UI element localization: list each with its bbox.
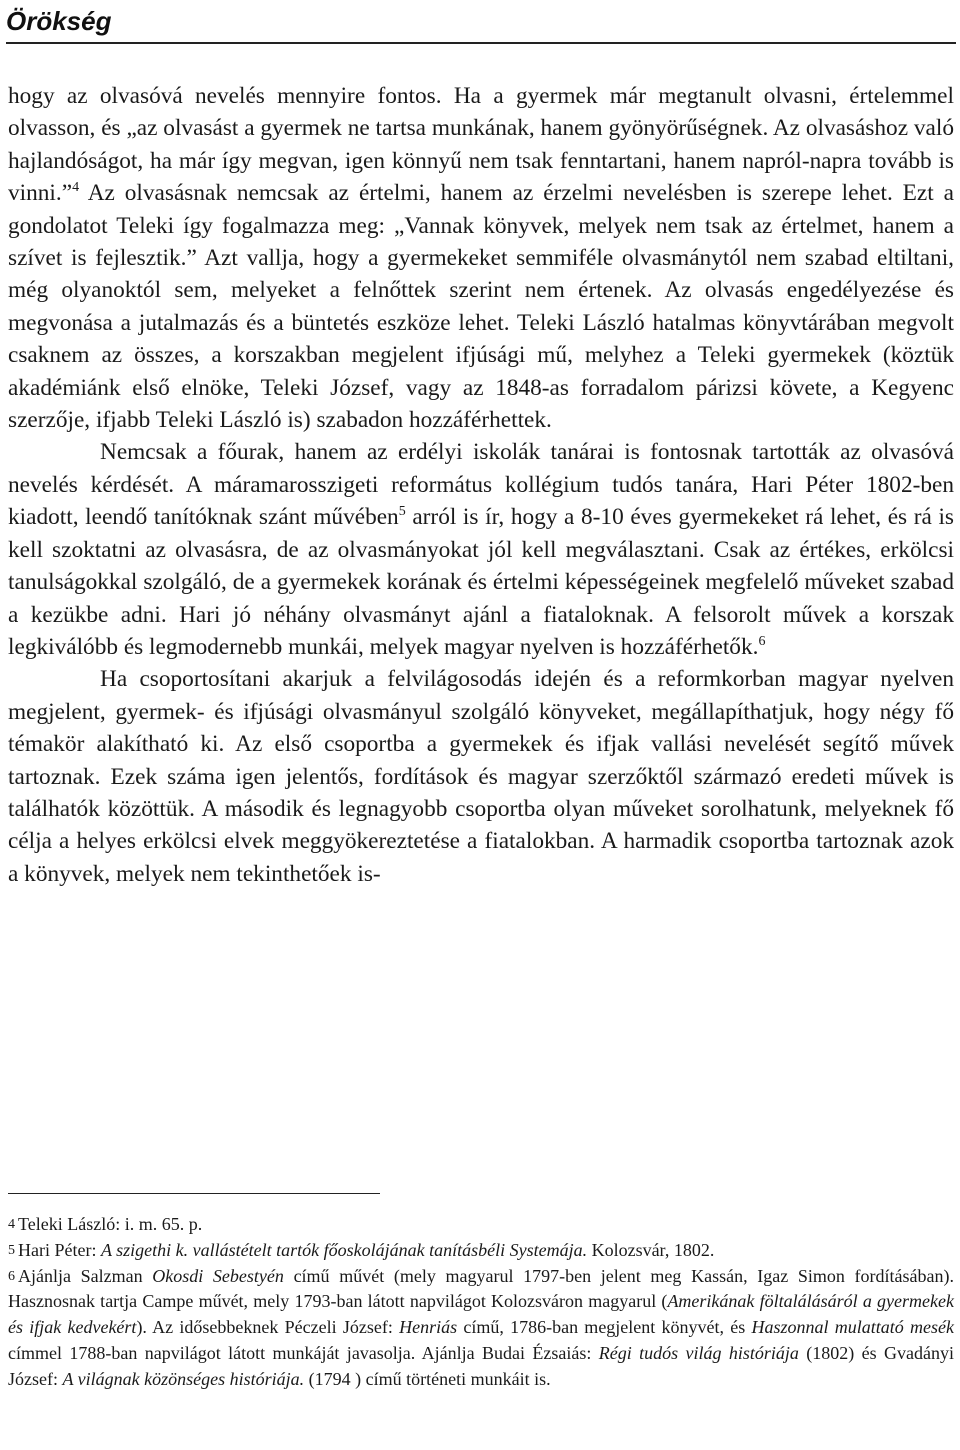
footnote-separator (8, 1193, 380, 1194)
footnotes (8, 1212, 954, 1393)
footnote-ref-4[interactable]: 4 (72, 180, 80, 196)
footnote-ref-6[interactable]: 6 (758, 634, 766, 650)
main-text (8, 80, 954, 890)
running-title: Örökség (6, 6, 112, 36)
footnote-5: $^5$ Hari Péter: A szigethi k. vallástételt tartók főoskolájának tanításbéli Systemája. Kolozsvár, 1802. (8, 1239, 715, 1260)
paragraph-2: Nemcsak a főurak, hanem az erdélyi iskolák tanárai is fontosnak tartották az olvasóvá nevelés kérdését. A máramarosszigeti református kollégium tudós tanára, Hari Péter 1802-ben kiadott, leendő tanítóknak szánt művében$^5$ arról is ír, hogy a 8-10 éves gyermekeket rá lehet, és rá is kell szoktatni az olvasásra, de az olvasmányokat jól kell megválasztani. Csak az értékes, erkölcsi tanulságokkal szolgáló, de a gyermekek korának és értelmi képességeinek megfelelő műveket szabad a kezükbe adni. Hari jó néhány olvasmányt ajánl a fiataloknak. A felsorolt művek a korszak legkiválóbb és legmodernebb munkái, melyek magyar nyelven is hozzáférhetők.$^6$ (8, 439, 954, 660)
footnote-ref-5[interactable]: 5 (398, 504, 406, 520)
paragraph-1: hogy az olvasóvá nevelés mennyire fontos. Ha a gyermek már megtanult olvasni, értelemmel olvasson, és „az olvasást a gyermek ne tartsa munkának, hanem gyönyörűségnek. Az olvasáshoz való hajlandóságot, ha már így megvan, igen könnyű nem tsak fenntartani, hanem napról-napra tovább is vinni.”$^4$ Az olvasásnak nemcsak az értelmi, hanem az érzelmi nevelésben is szerepe lehet. Ezt a gondolatot Teleki így fogalmazza meg: „Vannak könyvek, melyek nem tsak az értelmet, hanem a szívet is fejlesztik.” Azt vallja, hogy a gyermekeket semmiféle olvasmánytól nem szabad eltiltani, még olyanoktól sem, melyeket a felnőttek szerint nem értenek. Az olvasás engedélyezése és megvonása a jutalmazás és a büntetés eszköze lehet. Teleki László hatalmas könyvtárában megvolt csaknem az összes, a korszakban megjelent ifjúsági mű, melyhez a Teleki gyermekek (köztük akadémiánk első elnöke, Teleki József, vagy az 1848-as forradalom párizsi követe, a Kegyenc szerzője, ifjabb Teleki László is) szabadon hozzáférhettek. (8, 83, 954, 434)
paragraph-3: Ha csoportosítani akarjuk a felvilágosodás idején és a reformkorban magyar nyelven megjelent, gyermek- és ifjúsági olvasmányul szolgáló könyveket, megállapíthatjuk, hogy négy fő témakör alakítható ki. Az első csoportba a gyermekek és ifjak vallási nevelését segítő művek tartoznak. Ezek száma igen jelentős, fordítások és magyar szerzőktől származó eredeti művek is találhatók közöttük. A második és legnagyobb csoportba olyan műveket sorolhatunk, melyeknek fő célja a helyes erkölcsi elvek meggyökereztetése a fiatalokban. A harmadik csoportba tartoznak azok a könyvek, melyek nem tekinthetőek is- (8, 666, 954, 887)
footnote-4: $^4$ Teleki László: i. m. 65. p. (8, 1214, 203, 1234)
page-header (6, 2, 956, 44)
footnote-6: $^6$ Ajánlja Salzman Okosdi Sebestyén című művét (mely magyarul 1797-ben jelent meg Kassán, Igaz Simon fordításában). Hasznosnak tartja Campe művét, mely 1793-ban látott napvilágot Kolozsváron magyarul (Amerikának föltalálásáról a gyermekek és ifjak kedvekért). Az idősebbeknek Péczeli József: Henriás című, 1786-ban megjelent könyvét, és Haszonnal mulattató mesék címmel 1788-ban napvilágot látott munkáját javasolja. Ajánlja Budai Ézsaiás: Régi tudós világ históriája (1802) és Gvadányi József: A világnak közönséges históriája. (1794 ) című történeti munkáit is. (8, 1265, 955, 1389)
